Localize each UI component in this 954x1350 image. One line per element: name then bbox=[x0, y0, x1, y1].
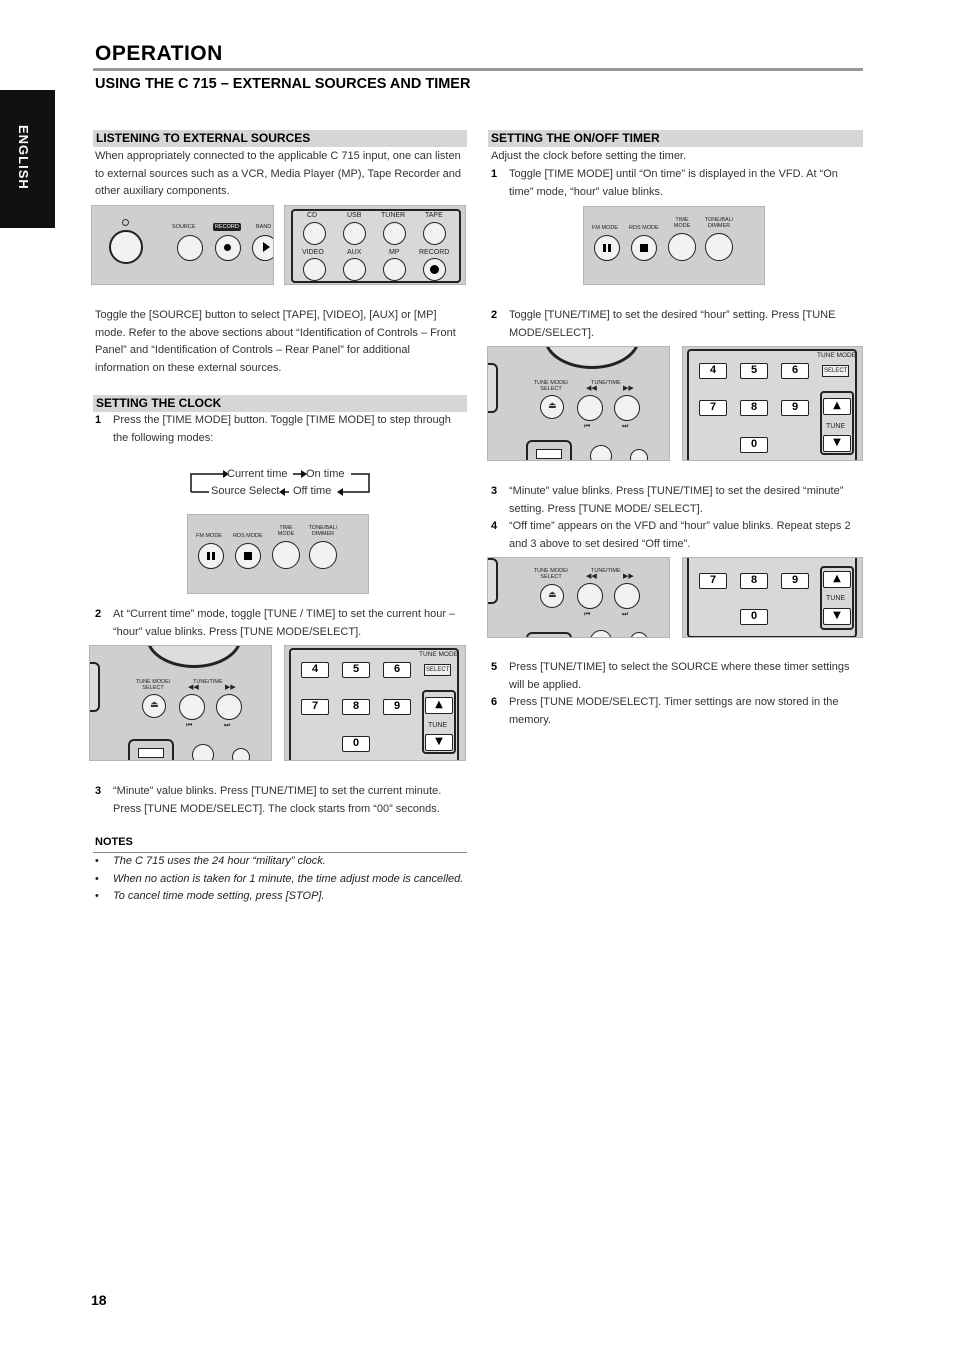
timer-step-2: 2 Toggle [TUNE/TIME] to set the desired “hour” setting. Press [TUNE MODE/SELECT]. bbox=[491, 309, 836, 339]
language-tab-label: ENGLISH bbox=[16, 125, 31, 190]
source-button bbox=[177, 235, 203, 261]
aux-label: AUX bbox=[347, 249, 362, 256]
rewind-icon: ◀◀ bbox=[188, 684, 199, 691]
time-mode-button bbox=[272, 541, 300, 569]
fast-forward-icon: ▶▶ bbox=[623, 385, 634, 392]
key-6: 6 bbox=[781, 363, 809, 379]
tune-up-arrow-icon: ▲ bbox=[823, 571, 851, 588]
key-0: 0 bbox=[740, 437, 768, 453]
remote-record-button bbox=[423, 258, 446, 281]
fast-forward-icon: ▶▶ bbox=[623, 573, 634, 580]
rewind-icon: ◀◀ bbox=[586, 385, 597, 392]
rds-mode-button bbox=[631, 235, 657, 261]
remote-record-label: RECORD bbox=[419, 249, 450, 256]
external-intro: When appropriately connected to the applicable C 715 input, one can listen to external sources such as a VCR, Media Player (MP), Tape Recorder and other auxiliary components. bbox=[95, 150, 462, 198]
tune-down-button bbox=[179, 694, 205, 720]
page-title: OPERATION bbox=[95, 42, 223, 65]
mode-buttons-illustration bbox=[187, 514, 369, 594]
tune-up-arrow-icon: ▲ bbox=[823, 398, 851, 415]
mp-label: MP bbox=[389, 249, 400, 256]
fast-forward-icon: ▶▶ bbox=[225, 684, 236, 691]
timer-step-6: 6 Press [TUNE MODE/SELECT]. Timer settings are now stored in the memory. bbox=[491, 696, 839, 726]
rewind-icon: ◀◀ bbox=[586, 573, 597, 580]
usb-button bbox=[343, 222, 366, 245]
skip-back-icon: ⏮ bbox=[186, 722, 193, 729]
clock-step-3: 3 “Minute” value blinks. Press [TUNE/TIME] to set the current minute. Press [TUNE MODE/SELECT]. The clock starts from “00” seconds. bbox=[95, 785, 442, 815]
headphone-jack-icon bbox=[192, 744, 214, 761]
aux-button bbox=[343, 258, 366, 281]
tape-label: TAPE bbox=[425, 212, 443, 219]
page-number: 18 bbox=[91, 1292, 107, 1308]
fm-mode-label: FM MODE bbox=[196, 533, 222, 539]
video-label: VIDEO bbox=[302, 249, 324, 256]
tuner-label: TUNER bbox=[381, 212, 406, 219]
key-6: 6 bbox=[383, 662, 411, 678]
key-9: 9 bbox=[383, 699, 411, 715]
remote-keypad-illustration bbox=[284, 645, 466, 761]
tune-mode-select-label: TUNE MODE/ SELECT bbox=[533, 568, 569, 580]
tune-down-button bbox=[577, 583, 603, 609]
flow-source-select: Source Select bbox=[211, 485, 280, 497]
usb-port-icon bbox=[138, 748, 164, 758]
tone-dimmer-button bbox=[705, 233, 733, 261]
remote-tune-mode-label: TUNE MODE bbox=[817, 352, 856, 359]
remote-tune-label: TUNE bbox=[428, 722, 448, 729]
key-8: 8 bbox=[740, 573, 768, 589]
notes-heading: NOTES bbox=[95, 836, 133, 848]
mp-jack-icon bbox=[630, 449, 648, 461]
tune-down-arrow-icon: ▼ bbox=[425, 734, 453, 751]
video-button bbox=[303, 258, 326, 281]
language-tab bbox=[0, 90, 55, 228]
time-mode-label: TIME MODE bbox=[277, 525, 295, 537]
key-5: 5 bbox=[740, 363, 768, 379]
timer-mode-buttons-illustration bbox=[583, 206, 765, 285]
key-5: 5 bbox=[342, 662, 370, 678]
tune-mode-select-button: ⏏ bbox=[540, 584, 564, 608]
timer-step-4: 4 “Off time” appears on the VFD and “hour” value blinks. Repeat steps 2 and 3 above to set desired “Off time”. bbox=[491, 520, 851, 550]
volume-knob bbox=[146, 645, 242, 668]
fm-mode-button bbox=[198, 543, 224, 569]
timer-tune-controls-illustration bbox=[487, 346, 670, 461]
fm-mode-label: FM MODE bbox=[592, 225, 618, 231]
timer-tune-controls-illustration-2 bbox=[487, 557, 670, 638]
rds-mode-label: RDS MODE bbox=[629, 225, 659, 231]
fm-mode-button bbox=[594, 235, 620, 261]
mp-button bbox=[383, 258, 406, 281]
mp-jack-icon bbox=[630, 632, 648, 638]
timer-step-5: 5 Press [TUNE/TIME] to select the SOURCE where these timer settings will be applied. bbox=[491, 661, 850, 691]
tone-dimmer-label: TONE/BAL/ DIMMER bbox=[308, 525, 338, 537]
tone-dimmer-label: TONE/BAL/ DIMMER bbox=[704, 217, 734, 229]
tune-down-arrow-icon: ▼ bbox=[823, 435, 851, 452]
cd-label: CD bbox=[307, 212, 318, 219]
headphone-jack-icon bbox=[590, 445, 612, 461]
key-9: 9 bbox=[781, 400, 809, 416]
skip-back-icon: ⏮ bbox=[584, 423, 591, 430]
time-mode-label: TIME MODE bbox=[673, 217, 691, 229]
tune-time-label: TUNE/TIME bbox=[193, 679, 223, 685]
front-panel-illustration bbox=[91, 205, 274, 285]
remote-source-illustration bbox=[284, 205, 466, 285]
tune-up-arrow-icon: ▲ bbox=[425, 697, 453, 714]
record-button bbox=[215, 235, 241, 261]
tone-dimmer-button bbox=[309, 541, 337, 569]
external-toggle-text: Toggle the [SOURCE] button to select [TAPE], [VIDEO], [AUX] or [MP] mode. Refer to the above sections about “Identification of Controls – Front Panel” and “Identification of Controls – Rear Panel” for additional information on these external sources. bbox=[95, 309, 456, 374]
timer-remote-keypad-illustration bbox=[682, 346, 863, 461]
timer-intro: Adjust the clock before setting the timer. bbox=[491, 150, 687, 162]
page-subtitle: USING THE C 715 – EXTERNAL SOURCES AND TIMER bbox=[95, 76, 471, 92]
key-7: 7 bbox=[699, 573, 727, 589]
skip-forward-icon: ⏭ bbox=[622, 423, 629, 430]
tape-button bbox=[423, 222, 446, 245]
mp-jack-icon bbox=[232, 748, 250, 761]
remote-select-button: SELECT bbox=[424, 664, 451, 676]
record-label: RECORD bbox=[215, 224, 239, 230]
section-setting-clock: SETTING THE CLOCK bbox=[93, 395, 467, 412]
remote-tune-label: TUNE bbox=[826, 423, 846, 430]
remote-select-button: SELECT bbox=[822, 365, 849, 377]
clock-step-2: 2 At “Current time” mode, toggle [TUNE / TIME] to set the current hour – “hour” value blinks. Press [TUNE MODE/SELECT]. bbox=[95, 608, 456, 638]
cd-button bbox=[303, 222, 326, 245]
skip-forward-icon: ⏭ bbox=[224, 722, 231, 729]
key-8: 8 bbox=[342, 699, 370, 715]
timer-remote-keypad-illustration-2 bbox=[682, 557, 863, 638]
title-rule bbox=[93, 68, 863, 71]
tune-time-label: TUNE/TIME bbox=[591, 380, 621, 386]
flow-off-time: Off time bbox=[293, 485, 332, 497]
headphone-jack-icon bbox=[590, 630, 612, 638]
band-label: BAND bbox=[256, 224, 272, 230]
clock-step-1: 1 Press the [TIME MODE] button. Toggle [TIME MODE] to step through the following modes: bbox=[95, 414, 451, 444]
tune-up-button bbox=[614, 583, 640, 609]
skip-forward-icon: ⏭ bbox=[622, 611, 629, 618]
tune-down-button bbox=[577, 395, 603, 421]
band-button bbox=[252, 235, 274, 261]
tune-mode-select-label: TUNE MODE/ SELECT bbox=[533, 380, 569, 392]
key-7: 7 bbox=[699, 400, 727, 416]
time-mode-flow-diagram bbox=[185, 465, 375, 501]
timer-step-1: 1 Toggle [TIME MODE] until “On time” is displayed in the VFD. At “On time” mode, “hour” value blinks. bbox=[491, 168, 838, 198]
timer-step-3: 3 “Minute” value blinks. Press [TUNE/TIME] to set the desired “minute” setting. Press [TUNE MODE/ SELECT]. bbox=[491, 485, 844, 515]
tuner-button bbox=[383, 222, 406, 245]
key-0: 0 bbox=[740, 609, 768, 625]
note-item: • When no action is taken for 1 minute, the time adjust mode is cancelled. bbox=[113, 871, 468, 889]
tune-controls-illustration bbox=[89, 645, 272, 761]
tune-mode-select-label: TUNE MODE/ SELECT bbox=[135, 679, 171, 691]
tune-mode-select-button: ⏏ bbox=[142, 694, 166, 718]
note-item: • The C 715 uses the 24 hour “military” clock. bbox=[113, 853, 468, 871]
tune-down-arrow-icon: ▼ bbox=[823, 608, 851, 625]
source-label: SOURCE bbox=[172, 224, 196, 230]
usb-label: USB bbox=[347, 212, 362, 219]
flow-on-time: On time bbox=[306, 468, 345, 480]
key-7: 7 bbox=[301, 699, 329, 715]
flow-current-time: Current time bbox=[227, 468, 288, 480]
power-knob bbox=[109, 230, 143, 264]
volume-knob bbox=[544, 346, 640, 369]
key-4: 4 bbox=[301, 662, 329, 678]
key-0: 0 bbox=[342, 736, 370, 752]
usb-port-icon bbox=[536, 449, 562, 459]
remote-tune-mode-label: TUNE MODE bbox=[419, 651, 458, 658]
tune-mode-select-button: ⏏ bbox=[540, 395, 564, 419]
section-timer: SETTING THE ON/OFF TIMER bbox=[488, 130, 863, 147]
section-external-sources: LISTENING TO EXTERNAL SOURCES bbox=[93, 130, 467, 147]
note-item: • To cancel time mode setting, press [STOP]. bbox=[113, 888, 468, 906]
power-led-icon bbox=[122, 219, 129, 226]
tune-time-label: TUNE/TIME bbox=[591, 568, 621, 574]
rds-mode-label: RDS MODE bbox=[233, 533, 263, 539]
remote-tune-label: TUNE bbox=[826, 595, 846, 602]
rds-mode-button bbox=[235, 543, 261, 569]
key-9: 9 bbox=[781, 573, 809, 589]
key-4: 4 bbox=[699, 363, 727, 379]
key-8: 8 bbox=[740, 400, 768, 416]
skip-back-icon: ⏮ bbox=[584, 611, 591, 618]
time-mode-button bbox=[668, 233, 696, 261]
tune-up-button bbox=[614, 395, 640, 421]
tune-up-button bbox=[216, 694, 242, 720]
